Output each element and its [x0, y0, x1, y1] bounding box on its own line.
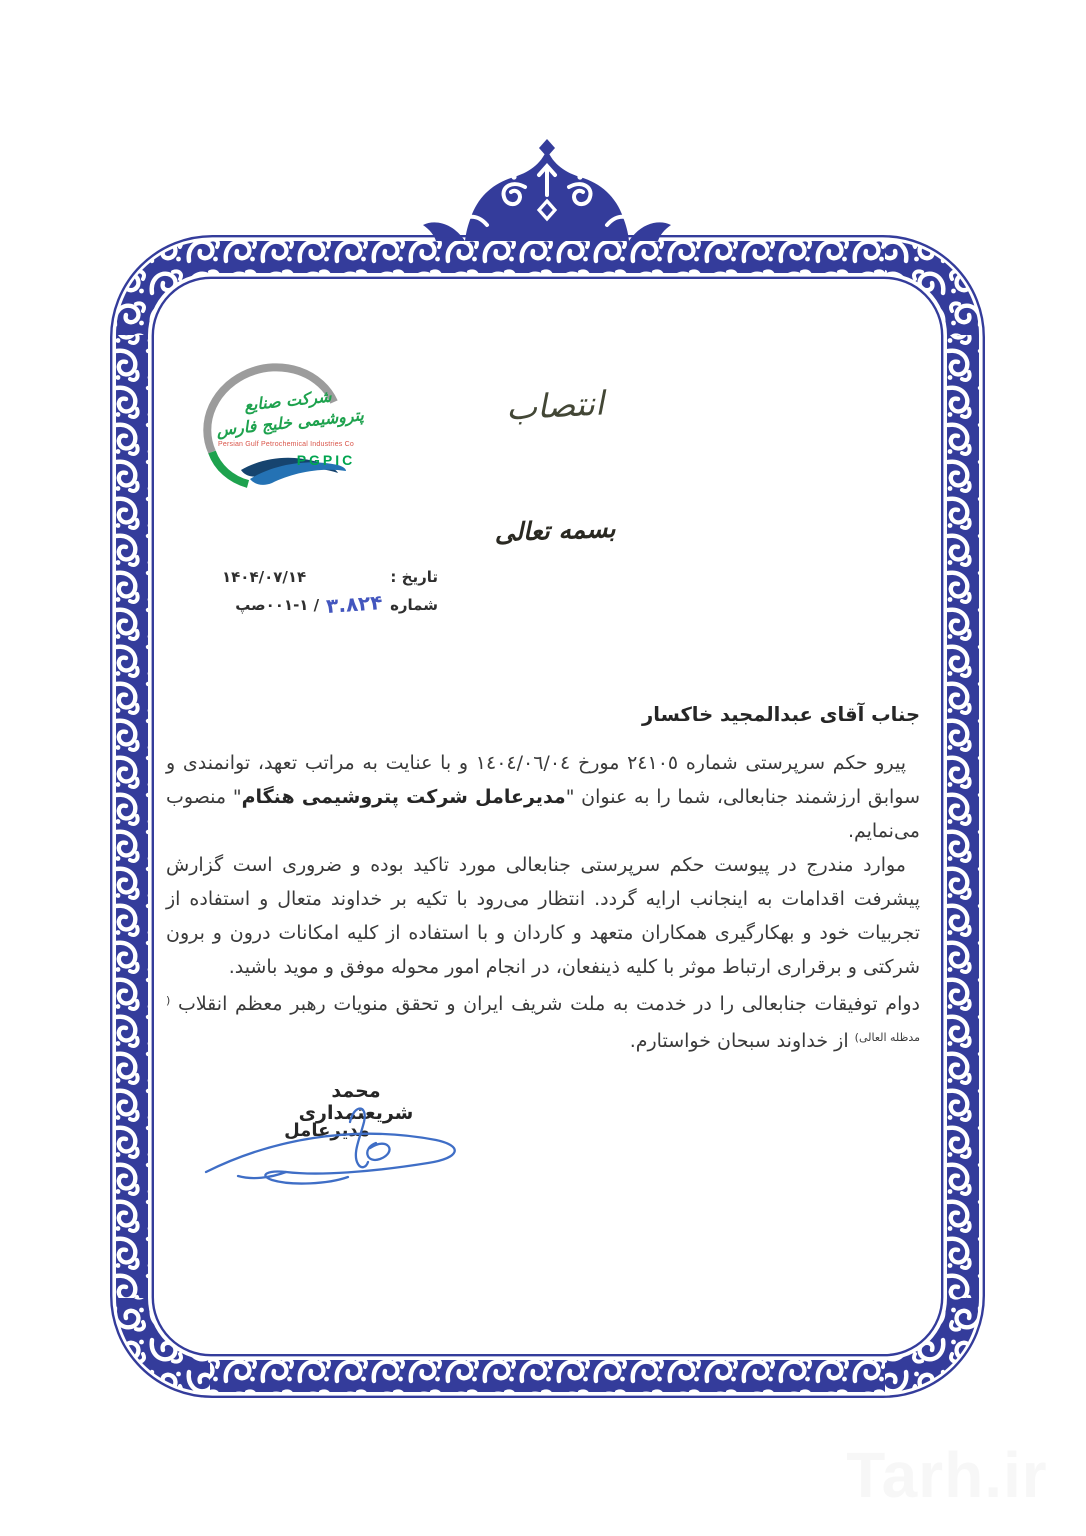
company-logo: [186, 360, 376, 498]
number-label: شماره: [390, 596, 438, 614]
signature-name: محمد شریعتمداری: [298, 1080, 414, 1124]
logo-english-name: Persian Gulf Petrochemical Industries Co: [218, 441, 354, 448]
signature-title: مدیرعامل: [284, 1120, 370, 1141]
signature-scribble: [200, 1098, 480, 1198]
date-number-block: [222, 564, 438, 618]
appointment-title-bold: مدیرعامل شرکت پتروشیمی هنگام: [241, 786, 566, 808]
date-value: ۱۴۰۴/۰۷/۱۴: [222, 568, 307, 586]
paragraph-1-text: پیرو حکم سرپرستی شماره ٢٤١٠٥ مورخ ١٤٠٤/٠٦/٠٤ و با عنایت به مراتب تعهد، توانمندی و سوابق ارزشمند جنابعالی، شما را به عنوان ": [166, 752, 921, 808]
number-printed: / ۱-۰۰۱صپ: [235, 596, 320, 614]
honorific-superscript: ( مدظله العالی): [166, 994, 920, 1044]
paragraph-3: [166, 984, 920, 1058]
paragraph-3-text: دوام توفیقات جنابعالی را در خدمت به ملت شریف ایران و تحقق منویات رهبر معظم انقلاب: [170, 993, 920, 1015]
handwritten-number: ۳.۸۲۴: [325, 590, 384, 618]
date-row: [222, 564, 438, 590]
number-row: [222, 590, 438, 618]
arabesque-crown-ornament: [417, 137, 677, 241]
logo-persian-name: شرکت صنایع پتروشیمی خلیج فارس: [215, 386, 365, 440]
watermark: Tarh.ir: [846, 1439, 1048, 1511]
paragraph-2: موارد مندرج در پیوست حکم سرپرستی جنابعالی مورد تاکید بوده و ضروری است گزارش پیشرفت اقدامات به اینجانب ارایه گردد. انتظار می‌رود با تکیه بر خداوند متعال و استفاده از تجربیات خود و بهکارگیری همکاران متعهد و کاردان و با استفاده از کلیه امکانات درون و برون شرکتی و برقراری ارتباط موثر با کلیه ذینفعان، در انجام امور محوله موفق و موید باشید.: [166, 854, 920, 978]
paragraph-1-end: " منصوب می‌نمایم.: [166, 786, 920, 842]
paragraph-3-end: از خداوند سبحان خواستارم.: [629, 1030, 855, 1052]
logo-abbreviation: PGPIC: [296, 452, 356, 468]
addressee: جناب آقای عبدالمجید خاکسار: [642, 703, 920, 726]
date-label: تاریخ :: [390, 568, 438, 586]
calligraphy-title: انتصاب: [505, 383, 605, 428]
logo-green-arc: [212, 452, 248, 484]
basmala: بسمه تعالی: [494, 513, 616, 548]
paragraph-1: [166, 746, 920, 848]
letter-body: [166, 698, 920, 1058]
